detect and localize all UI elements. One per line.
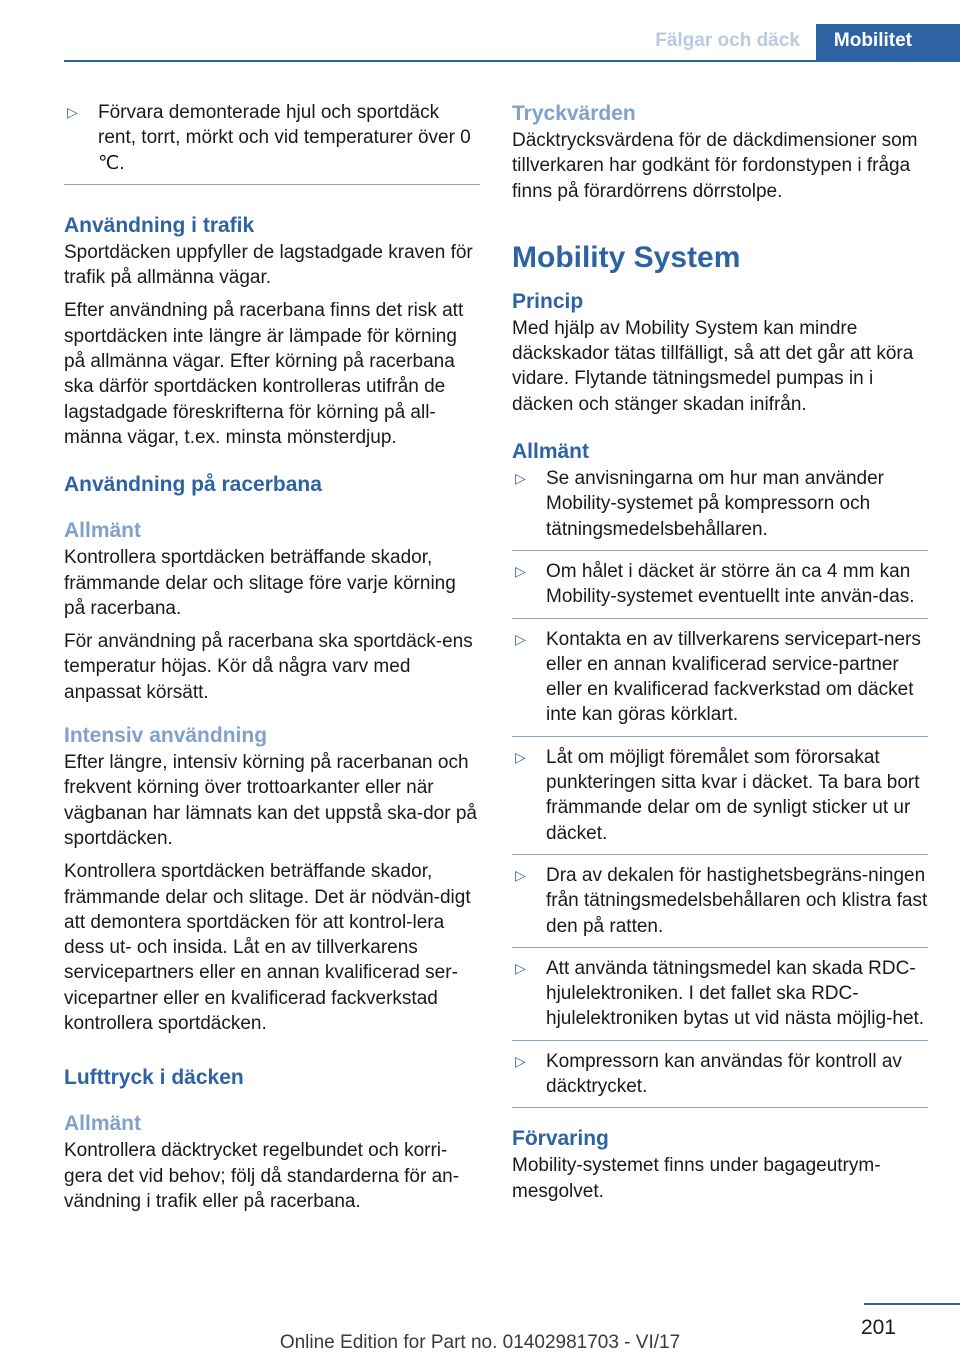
list-item (512, 745, 928, 846)
list-item (512, 559, 928, 610)
list-item-text: Kontakta en av tillverkarens servicepart‐ners eller en annan kvalificerad service‐partner eller en kvalificerad fackverkstad om däcket inte kan göras körklart. (546, 628, 921, 726)
divider (512, 854, 928, 855)
list-item (512, 956, 928, 1032)
divider (512, 618, 928, 619)
paragraph: Kontrollera däcktrycket regelbundet och korri‐gera det vid behov; följ då standarderna för an‐vändning i trafik eller på racerbana. (64, 1140, 460, 1212)
paragraph: För användning på racerbana ska sportdäck‐ens temperatur höjas. Kör då några varv med anpassat körsätt. (64, 631, 473, 703)
header-tabs (635, 24, 960, 61)
heading-princip: Princip (512, 289, 584, 313)
paragraph: Med hjälp av Mobility System kan mindre däckskador tätas tillfälligt, så att det går att köra vidare. Flytande tätningsmedel pumpas in i däcken och stänger skadan inifrån. (512, 317, 914, 415)
page-rule (864, 1303, 960, 1305)
triangle-bullet-icon: ▷ (67, 104, 78, 120)
heading-trafik: Användning i trafik (64, 213, 255, 237)
triangle-bullet-icon: ▷ (515, 1052, 526, 1069)
divider (512, 550, 928, 551)
tab-section[interactable]: Fälgar och däck (635, 24, 816, 61)
heading-mobility-system: Mobility System (512, 240, 741, 274)
paragraph: Däcktrycksvärdena för de däckdimensioner som tillverkaren har godkänt för fordonstypen i fråga finns på förardörrens dörrstolpe. (512, 130, 918, 202)
paragraph: Efter längre, intensiv körning på racerbanan och frekvent körning över trottoarkanter eller när vägbanan har lämnats kan det uppstå ska‐dor på sportdäcken. (64, 752, 477, 849)
paragraph: Kontrollera sportdäcken beträffande skador, främmande delar och slitage. Det är nödvän‐digt att demontera sportdäcken för att kontrol‐lera dess ut- och insida. Låt en av tillverkarens servicepartners eller en annan kvalificerad ser‐vicepartner eller en kvalificerad fackverkstad kontrollera sportdäcken. (64, 861, 471, 1035)
list-item-text: Förvara demonterade hjul och sportdäck rent, torrt, mörkt och vid temperaturer över 0 ℃. (98, 102, 471, 174)
footer-edition: Online Edition for Part no. 01402981703 - VI/17 (279, 1332, 681, 1353)
left-column (64, 100, 480, 1222)
divider (512, 947, 928, 948)
header-rule (64, 60, 960, 62)
tab-chapter[interactable]: Mobilitet (816, 24, 960, 61)
list-item (512, 466, 928, 542)
list-item-text: Låt om möjligt föremålet som förorsakat punkteringen sitta kvar i däcket. Ta bara bort främmande delar om de synligt sticker ut ur däcket. (546, 746, 920, 844)
list-item-text: Kompressorn kan användas för kontroll av däcktrycket. (546, 1050, 902, 1098)
list-item (512, 627, 928, 728)
paragraph: Sportdäcken uppfyller de lagstadgade kraven för trafik på allmänna vägar. (64, 241, 473, 289)
list-item-text: Att använda tätningsmedel kan skada RDC-hjulelektroniken. I det fallet ska RDC-hjulelektroniken bytas ut vid nästa möjlig‐het. (546, 957, 925, 1030)
list-item-text: Dra av dekalen för hastighetsbegräns‐ningen från tätningsmedelsbehållaren och klistra fast den på ratten. (546, 864, 928, 937)
subheading-allmant: Allmänt (64, 519, 142, 543)
divider (64, 184, 480, 185)
list-item (512, 1049, 928, 1100)
bullet-list (512, 466, 928, 1099)
divider (512, 1107, 928, 1108)
divider (512, 1040, 928, 1041)
paragraph: Kontrollera sportdäcken beträffande skador, främmande delar och slitage före varje körning på racerbana. (64, 547, 456, 619)
paragraph: Efter användning på racerbana finns det risk att sportdäcken inte längre är lämpade för körning på allmänna vägar. Efter körning på racerbana ska därför sportdäcken kontrolleras utifrån de lagstadgade föreskrifterna för körning på all‐männa vägar, t.ex. minsta mönsterdjup. (64, 300, 464, 448)
heading-lufttryck: Lufttryck i däcken (64, 1066, 244, 1090)
right-column (512, 100, 928, 1212)
subheading-allmant-2: Allmänt (64, 1112, 142, 1136)
divider (512, 736, 928, 737)
triangle-bullet-icon: ▷ (515, 470, 526, 487)
triangle-bullet-icon: ▷ (515, 630, 526, 647)
list-item (64, 100, 480, 176)
list-item-text: Om hålet i däcket är större än ca 4 mm kan Mobility-systemet eventuellt inte använ‐das. (546, 560, 915, 608)
list-item (512, 863, 928, 939)
triangle-bullet-icon: ▷ (515, 866, 526, 883)
subheading-tryckvarden: Tryckvärden (512, 102, 636, 125)
page-number: 201 (860, 1316, 896, 1339)
heading-allmant: Allmänt (512, 440, 590, 464)
triangle-bullet-icon: ▷ (515, 959, 526, 976)
heading-racerbana: Användning på racerbana (64, 473, 322, 497)
list-item-text: Se anvisningarna om hur man använder Mobility-systemet på kompressorn och tätningsmedelsbehållaren. (546, 468, 884, 540)
triangle-bullet-icon: ▷ (515, 562, 526, 579)
paragraph: Mobility-systemet finns under bagageutrym‐mesgolvet. (512, 1155, 881, 1202)
bullet-list (64, 100, 480, 176)
triangle-bullet-icon: ▷ (515, 748, 526, 765)
subheading-intensiv: Intensiv användning (64, 724, 268, 748)
heading-forvaring: Förvaring (512, 1127, 609, 1151)
